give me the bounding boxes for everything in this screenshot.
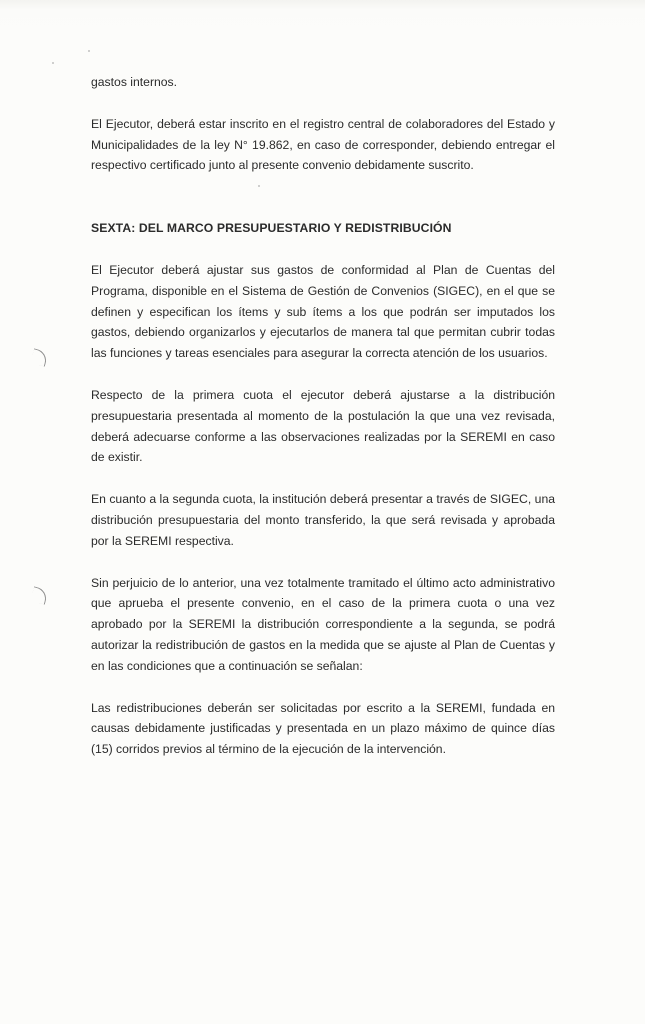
paragraph-solicitudes: Las redistribuciones deberán ser solicitadas por escrito a la SEREMI, fundada en causas debidamente justificadas y presentada en un plazo máximo de quince días (15) corridos previos al término de la ejecución de la intervención. [91,700,555,757]
scan-speck [88,50,90,52]
scan-speck [52,62,54,64]
paragraph-registro: El Ejecutor, deberá estar inscrito en el registro central de colaboradores del Estado y Municipalidades de la ley N° 19.862, en caso de corresponder, debiendo entregar el respectivo certificado junto al presente convenio debidamente suscrito. [91,116,555,173]
punch-hole-mark-icon [30,586,48,604]
section-heading: SEXTA: DEL MARCO PRESUPUESTARIO Y REDISTRIBUCIÓN [91,221,452,236]
paragraph-primera-cuota: Respecto de la primera cuota el ejecutor deberá ajustarse a la distribución presupuestaria presentada al momento de la postulación la que una vez revisada, deberá adecuarse conforme a las observaciones realizadas por la SEREMI en caso de existir. [91,387,555,465]
document-body [91,72,555,760]
paragraph-continuation: gastos internos. [91,75,178,89]
paragraph-plan-cuentas: El Ejecutor deberá ajustar sus gastos de conformidad al Plan de Cuentas del Programa, disponible en el Sistema de Gestión de Convenios (SIGEC), en el que se definen y especifican los ítems y sub ítems a los que podrán ser imputados los gastos, debiendo organizarlos y ejecutarlos de manera tal que permitan cubrir todas las funciones y tareas esenciales para asegurar la correcta atención de los usuarios. [91,262,555,361]
paragraph-redistribucion: Sin perjuicio de lo anterior, una vez totalmente tramitado el último acto administrativo que aprueba el presente convenio, en el caso de la primera cuota o una vez aprobado por la SEREMI la distribución correspondiente a la segunda, se podrá autorizar la redistribución de gastos en la medida que se ajuste al Plan de Cuentas y en las condiciones que a continuación se señalan: [91,575,555,673]
punch-hole-mark-icon [30,348,48,366]
paragraph-segunda-cuota: En cuanto a la segunda cuota, la institución deberá presentar a través de SIGEC, una distribución presupuestaria del monto transferido, la que será revisada y aprobada por la SEREMI respectiva. [91,492,555,548]
